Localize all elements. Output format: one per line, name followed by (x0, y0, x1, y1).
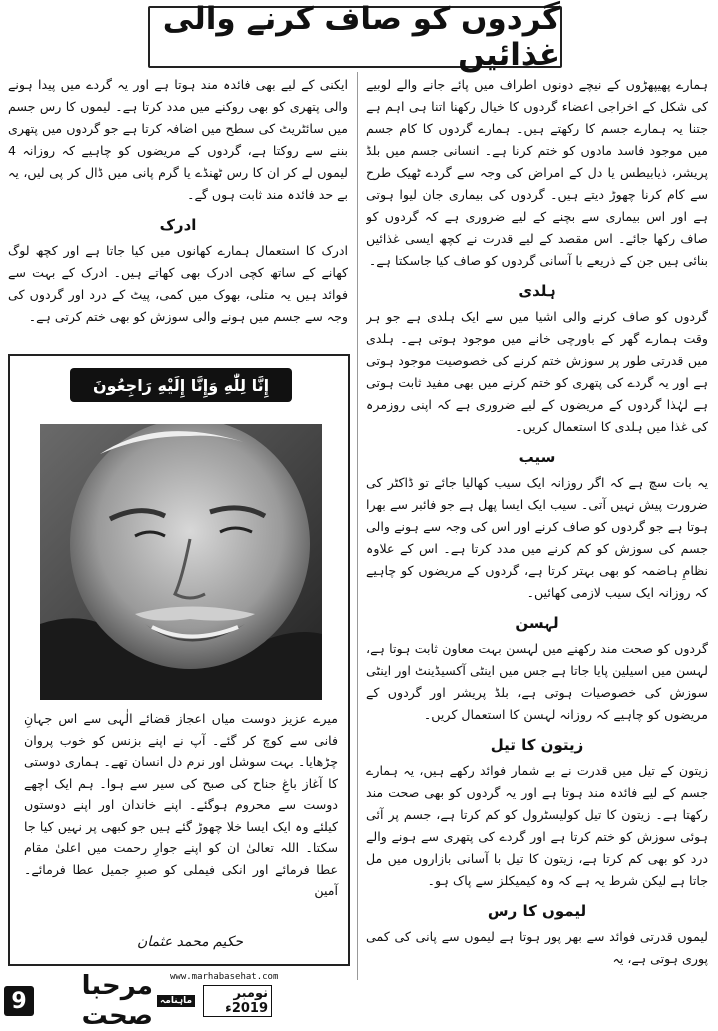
article-title: گردوں کو صاف کرنے والی غذائیں (162, 1, 560, 73)
issue-date: نومبر 2019ء (203, 985, 272, 1017)
section-heading: ادرک (159, 216, 197, 234)
paragraph: ایکنی کے لیے بھی فائدہ مند ہوتا ہے اور یہ گردے میں پیدا ہونے والی پتھری کو بھی روکنے میں مدد کرتا ہے۔ لیموں کا رس جسم میں سائٹریٹ کی سطح میں اضافہ کرتا ہے جو گردوں میں پتھری بننے سے روکتا ہے، گردوں کے مریضوں کو چاہیے کہ روزانہ 4 لیموں لے کر ان کا رس ٹھنڈے یا گرم پانی میں ڈال کر پی لیں، یہ بے حد فائدہ مند ثابت ہوں گے۔ (8, 77, 348, 202)
paragraph: ہمارے پھیپھڑوں کے نیچے دونوں اطراف میں پائے جانے والے لوبیے کی شکل کے اخراجی اعضاء گردوں کا خیال رکھنا اتنا ہی اہم ہے جتنا یہ ہمارے جسم کا رکھتے ہیں۔ ہمارے گردوں کا کام جسم میں موجود فاسد مادوں کو ختم کرنا ہے۔ انسانی جسم میں بلڈ پریشر، ذیابیطس یا دل کے امراض کی وجہ سے گردے ٹھیک طرح سے کام کرنا چھوڑ دیتے ہیں۔ گردوں کی بیماری جان لیوا ہوتی ہے اور اس بیماری سے بچنے کے لیے ضروری ہے کہ گردوں کو صاف رکھا جائے۔ اس مقصد کے لیے قدرت نے کچھ ایسی غذائیں بنائی ہیں جن کے ذریعے با آسانی گردوں کو صاف کیا جاسکتا ہے۔ (366, 77, 708, 268)
section-heading: زیتون کا تیل (490, 736, 584, 754)
magazine-name: مرحبا صحت (81, 971, 153, 1031)
article-title-box (148, 1, 562, 73)
section-heading: لیموں کا رس (487, 902, 587, 920)
paragraph: یہ بات سچ ہے کہ اگر روزانہ ایک سیب کھالیا جائے تو ڈاکٹر کی ضرورت پیش نہیں آتی۔ سیب ایک ایسا پھل ہے جو فائبر سے بھرا ہوتا ہے جو گردوں کو صاف کرنے اور اس کی وجہ سے ہونے والی جسم کی سوزش کو کم کرنے میں مدد کرتا ہے۔ اس کے علاوہ نظامِ ہاضمہ کو بھی بہتر کرتا ہے، گردوں کے مریضوں کو چاہیے کہ روزانہ ایک سیب لازمی کھائیں۔ (366, 475, 708, 600)
website-link[interactable]: www.marhabasehat.com (170, 972, 279, 982)
section-heading: ہلدی (518, 282, 556, 300)
column-divider (357, 72, 358, 980)
page-number: 9 (4, 986, 34, 1016)
paragraph: گردوں کو صاف کرنے والی اشیا میں سے ایک ہلدی ہے جو ہر وقت ہمارے گھر کے باورچی خانے میں موجود ہوتی ہے۔ ہلدی میں قدرتی طور پر سوزش ختم کرنے کی خصوصیت موجود ہوتی ہے اور یہ گردے کی پتھری کو ختم کرنے میں بھی مفید ثابت ہوتی ہے لہٰذا گردوں کے مریضوں کے لیے ضروری ہے کہ اپنی روزمرہ کی غذا میں ہلدی کا استعمال کریں۔ (366, 309, 708, 434)
portrait-image (40, 424, 322, 700)
memorial-text: میرے عزیز دوست میاں اعجاز قضائے الٰہی سے اس جہانِ فانی سے کوچ کر گئے۔ آپ نے اپنے بزنس کو خوب پروان چڑھایا۔ بہت سوشل اور نرم دل انسان تھے۔ ہماری دوستی کا آغاز باغِ جناح کی صبح کی سیر سے ہوا۔ ہم ایک اچھے دوست سے محروم ہوگئے۔ اپنے خاندان اور اپنے دوستوں کیلئے وہ ایک ایسا خلا چھوڑ گئے ہیں جو کبھی پر نہیں کیا جا سکتا۔ اللہ تعالیٰ ان کو اپنے جوارِ رحمت میں اعلیٰ مقام عطا فرمائے اور انکی فیملی کو صبرِ جمیل عطا فرمائے۔ آمین (24, 711, 338, 898)
paragraph: ادرک کا استعمال ہمارے کھانوں میں کیا جاتا ہے اور کچھ لوگ کھانے کے ساتھ کچی ادرک بھی کھاتے ہیں۔ ادرک کے بہت سے فوائد ہیں یہ متلی، بھوک میں کمی، پیٹ کے درد اور گردوں کی وجہ سے جسم میں ہونے والی سوزش کو بھی ختم کرتی ہے۔ (8, 243, 348, 324)
memorial-box (8, 354, 350, 966)
memorial-banner: إِنَّا لِلّٰهِ وَإِنَّا إِلَيْهِ رَاجِعُونَ (70, 368, 292, 402)
paragraph: گردوں کو صحت مند رکھنے میں لہسن بہت معاون ثابت ہوتا ہے، لہسن میں اسیلین پایا جاتا ہے جس میں اینٹی آکسیڈینٹ اور اینٹی سوزش کی خصوصیات ہوتی ہے، بلڈ پریشر اور گردوں کے مریضوں کو چاہیے کہ روزانہ لہسن کا استعمال کریں۔ (366, 641, 708, 722)
left-column (8, 74, 348, 334)
mahnama-label: ماہنامہ (157, 995, 195, 1007)
paragraph: زیتون کے تیل میں قدرت نے بے شمار فوائد رکھے ہیں، یہ ہمارے جسم کے لیے فائدہ مند ہوتا ہے اور یہ گردوں کو بھی صحت مند رکھتا ہے۔ زیتون کا تیل کولیسٹرول کو کم کرتا ہے، جسم پر آئی ہوئی سوزش کو ختم کرتا ہے اور گردے کی پتھری سے ہونے والے درد کو بھی کم کرتا ہے، زیتون کا تیل با آسانی بازاروں میں مل جاتا ہے لیکن شرط یہ ہے کہ وہ کیمیکلز سے پاک ہو۔ (366, 763, 708, 888)
memorial-photo (40, 424, 322, 700)
section-heading: سیب (518, 448, 556, 466)
magazine-masthead (40, 971, 279, 1031)
right-column (366, 74, 708, 980)
memorial-signature: حکیم محمد عثمان (136, 934, 244, 950)
section-heading: لہسن (515, 614, 559, 632)
paragraph: لیموں قدرتی فوائد سے بھر پور ہوتا ہے لیموں سے پانی کی کمی پوری ہوتی ہے، یہ (366, 929, 708, 966)
page-footer (0, 971, 718, 1031)
